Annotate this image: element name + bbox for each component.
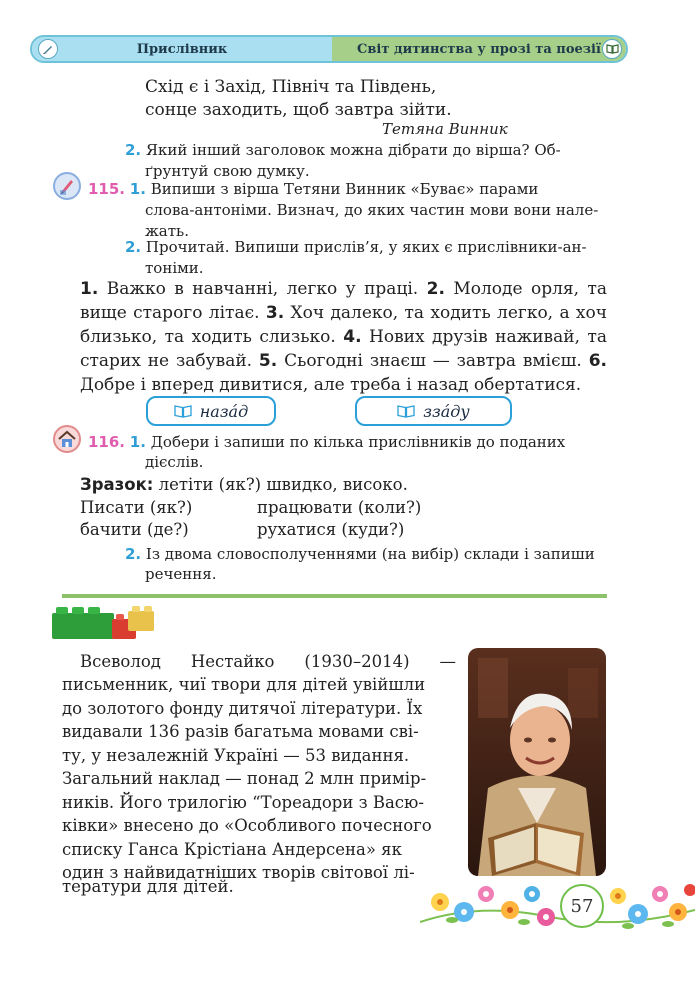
bio-line: списку Ганса Крістіана Андерсена» як bbox=[62, 840, 402, 859]
sample-label: Зразок: bbox=[80, 475, 154, 494]
bio-line: видавали 136 разів багатьма мовами сві- bbox=[62, 722, 419, 741]
poem-line: Схід є і Захід, Північ та Південь, bbox=[145, 77, 437, 97]
book-icon bbox=[602, 39, 622, 59]
header-left-title: Прислівник bbox=[136, 41, 228, 57]
task-text: дієслів. bbox=[145, 453, 204, 471]
lego-blocks-icon bbox=[52, 603, 156, 641]
task-text: Випиши з вірша Тетяни Винник «Буває» парами bbox=[150, 180, 539, 198]
verb-item: працювати (коли?) bbox=[257, 498, 422, 517]
vocabulary-box bbox=[146, 396, 276, 426]
task-text: Прочитай. Випиши прислів’я, у яких є прислівники-ан- bbox=[145, 238, 587, 256]
write-task-icon bbox=[53, 172, 81, 200]
task-item bbox=[88, 179, 538, 200]
verb-item: рухатися (куди?) bbox=[257, 520, 405, 539]
header-section-left bbox=[32, 37, 332, 61]
poem-line: сонце заходить, щоб завтра зійти. bbox=[145, 100, 452, 120]
bio-line: один з найвидатніших творів світової лі- bbox=[62, 863, 415, 882]
vocabulary-word: назáд bbox=[199, 401, 249, 421]
task-text: жать. bbox=[145, 222, 189, 240]
exercise-number: 115. bbox=[88, 180, 126, 198]
task-text: Який інший заголовок можна дібрати до вірша? Об- bbox=[145, 141, 561, 159]
pen-icon bbox=[38, 39, 58, 59]
section-divider bbox=[62, 594, 607, 598]
proverbs-text: 1. Важко в навчанні, легко у праці. 2. Молоде орля, та вище старого літає. 3. Хоч далеко, та ходить легко, а хоч близько, та ходить слизько. 4. Нових друзів наживай, та старих не забувай. 5. Сьогодні знаєш — завтра вмієш. 6. Добре і вперед дивитися, але треба і назад обертатися. bbox=[80, 279, 608, 395]
task-text: Із двома словосполученнями (на вибір) склади і запиши bbox=[145, 545, 595, 563]
bio-line: до золотого фонду дитячої літератури. Їх bbox=[62, 699, 423, 718]
vocabulary-box bbox=[355, 396, 512, 426]
bio-line: ників. Його трилогію “Тореадори з Васю- bbox=[62, 793, 424, 812]
bio-line: Всеволод Нестайко (1930–2014) — bbox=[80, 652, 456, 671]
bio-line: тератури для дітей. bbox=[62, 877, 234, 896]
home-task-icon bbox=[53, 425, 81, 453]
verb-item: Писати (як?) bbox=[80, 498, 193, 517]
author-photo bbox=[468, 648, 606, 876]
task-number: 1. bbox=[129, 180, 146, 198]
sample-line bbox=[80, 472, 408, 497]
exercise-number: 116. bbox=[88, 433, 126, 451]
task-text: слова-антоніми. Визнач, до яких частин мови вони нале- bbox=[145, 201, 599, 219]
bio-line: письменник, чиї твори для дітей увійшли bbox=[62, 675, 426, 694]
task-number: 1. bbox=[129, 433, 146, 451]
flowers-decoration bbox=[420, 872, 695, 932]
task-text: ґрунтуй свою думку. bbox=[145, 162, 310, 180]
poem-author: Тетяна Винник bbox=[382, 120, 508, 138]
task-text: речення. bbox=[145, 565, 217, 583]
task-item bbox=[125, 544, 595, 565]
header-section-right bbox=[332, 37, 626, 61]
page-number: 57 bbox=[560, 884, 604, 928]
vocabulary-word: ззáду bbox=[423, 401, 470, 421]
task-item bbox=[88, 432, 565, 453]
header-right-title: Світ дитинства у прозі та поезії bbox=[357, 41, 601, 57]
page-header bbox=[30, 35, 628, 63]
task-number: 2. bbox=[125, 545, 142, 563]
task-text: тоніми. bbox=[145, 259, 204, 277]
task-number: 2. bbox=[125, 141, 142, 159]
book-icon bbox=[397, 405, 415, 418]
task-item bbox=[125, 237, 587, 258]
sample-text: летіти (як?) швидко, високо. bbox=[153, 475, 408, 494]
bio-line: ківки» внесено до «Особливого почесного bbox=[62, 816, 432, 835]
verb-item: бачити (де?) bbox=[80, 520, 189, 539]
book-icon bbox=[174, 405, 192, 418]
bio-line: ту, у незалежній Україні — 53 видання. bbox=[62, 746, 410, 765]
task-item bbox=[125, 140, 561, 161]
task-text: Добери і запиши по кілька прислівників до поданих bbox=[150, 433, 566, 451]
bio-line: Загальний наклад — понад 2 млн примір- bbox=[62, 769, 427, 788]
task-number: 2. bbox=[125, 238, 142, 256]
